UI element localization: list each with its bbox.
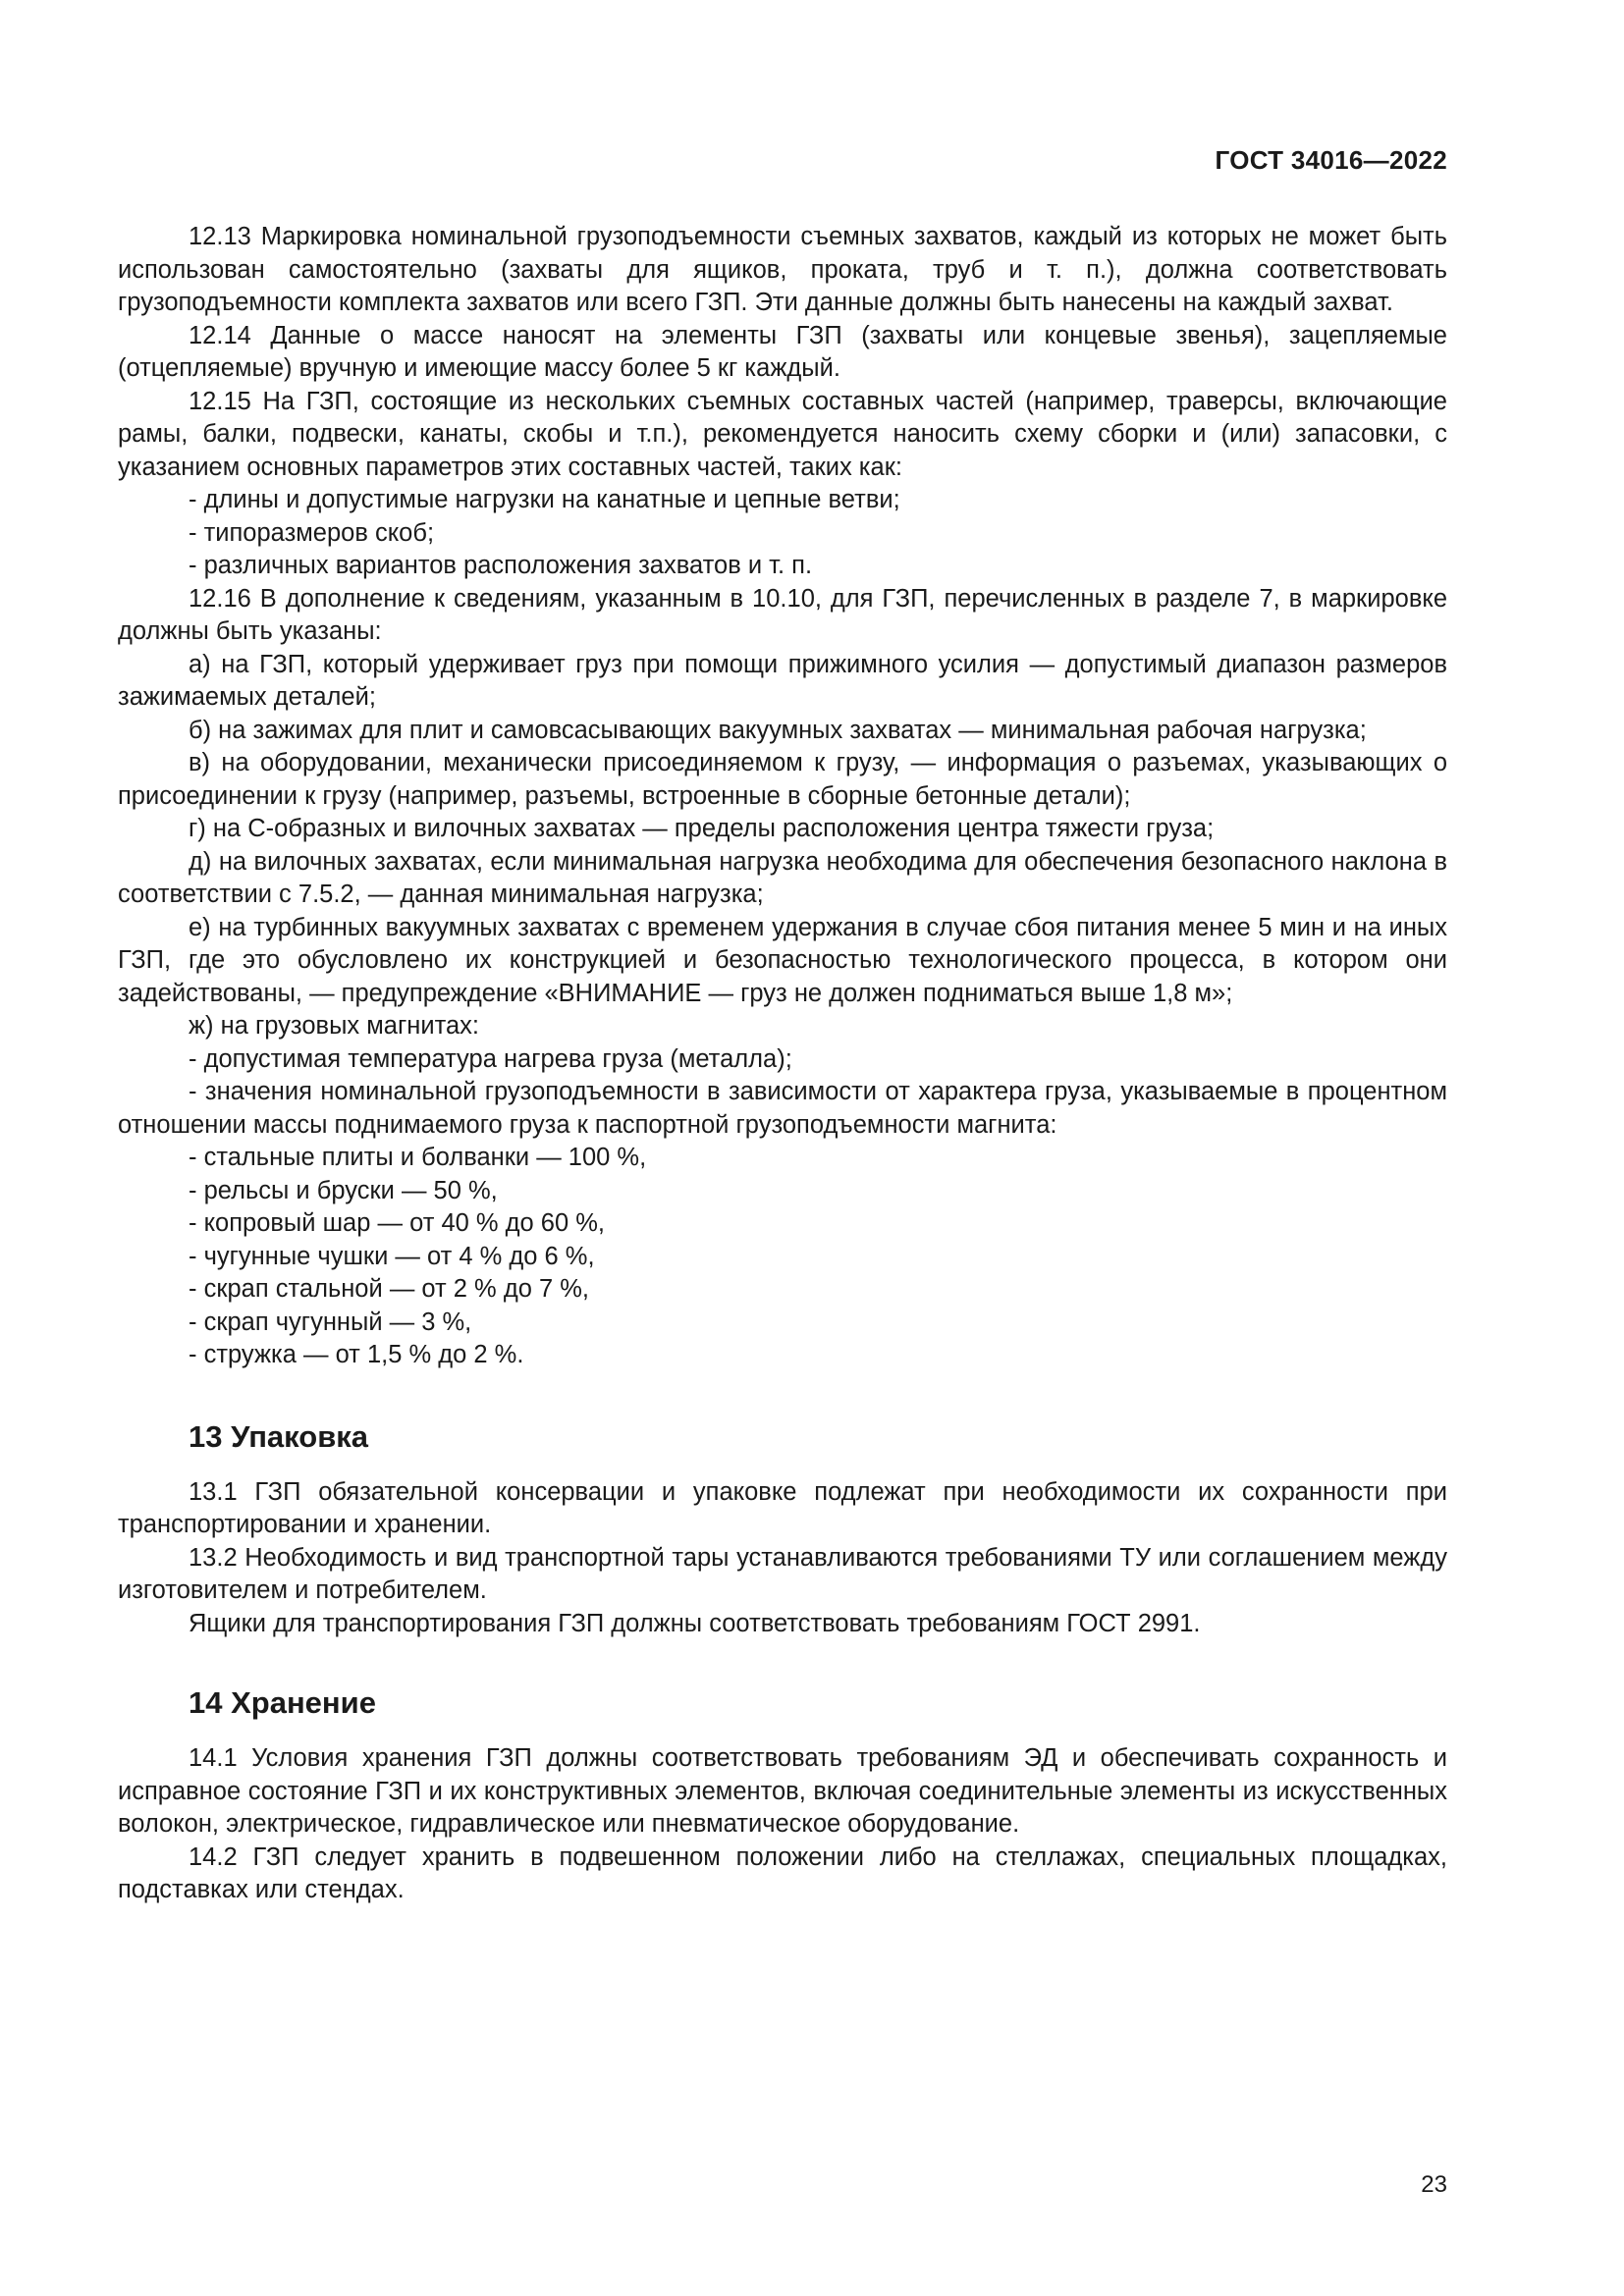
list-item: а) на ГЗП, который удерживает груз при помощи прижимного усилия — допустимый диапазон размеров зажимаемых деталей; — [118, 650, 1447, 711]
section-heading-14: 14 Хранение — [189, 1685, 376, 1720]
list-item: ж) на грузовых магнитах: — [189, 1012, 479, 1040]
paragraph-12-14: 12.14 Данные о массе наносят на элементы ГЗП (захваты или концевые звенья), зацепляемые (отцепляемые) вручную и имеющие массу более 5 кг каждый. — [118, 321, 1447, 382]
list-item: - значения номинальной грузоподъемности в зависимости от характера груза, указываемые в процентном отношении массы поднимаемого груза к паспортной грузоподъемности магнита: — [118, 1078, 1447, 1139]
paragraph-14-1: 14.1 Условия хранения ГЗП должны соответствовать требованиям ЭД и обеспечивать сохранность и исправное состояние ГЗП и их конструктивных элементов, включая соединительные элементы из искусственных волокон, электрическое, гидравлическое или пневматическое оборудование. — [118, 1744, 1447, 1838]
page-number: 23 — [1421, 2171, 1447, 2198]
list-item: - длины и допустимые нагрузки на канатные и цепные ветви; — [189, 486, 900, 513]
list-item: - копровый шар — от 40 % до 60 %, — [189, 1209, 606, 1237]
paragraph-13-1: 13.1 ГЗП обязательной консервации и упаковке подлежат при необходимости их сохранности при транспортировании и хранении. — [118, 1477, 1447, 1538]
paragraph-12-15: 12.15 На ГЗП, состоящие из нескольких съемных составных частей (например, траверсы, включающие рамы, балки, подвески, канаты, скобы и т.п.), рекомендуется наносить схему сборки и (или) запасовки, с указанием основных параметров этих составных частей, таких как: — [118, 387, 1447, 481]
list-item: - скрап стальной — от 2 % до 7 %, — [189, 1275, 589, 1303]
list-item: - различных вариантов расположения захватов и т. п. — [189, 552, 813, 579]
list-item: б) на зажимах для плит и самовсасывающих вакуумных захватах — минимальная рабочая нагрузка; — [189, 716, 1367, 744]
list-item: в) на оборудовании, механически присоединяемом к грузу, — информация о разъемах, указывающих о присоединении к грузу (например, разъемы, встроенные в сборные бетонные детали); — [118, 749, 1447, 810]
list-item: - допустимая температура нагрева груза (металла); — [189, 1044, 792, 1073]
section-heading-13: 13 Упаковка — [189, 1418, 369, 1454]
list-item: г) на С-образных и вилочных захватах — пределы расположения центра тяжести груза; — [189, 815, 1215, 842]
paragraph-12-16: 12.16 В дополнение к сведениям, указанным в 10.10, для ГЗП, перечисленных в разделе 7, в маркировке должны быть указаны: — [118, 584, 1447, 645]
paragraph-13-2: 13.2 Необходимость и вид транспортной тары устанавливаются требованиями ТУ или соглашением между изготовителем и потребителем. — [118, 1543, 1447, 1604]
list-item: д) на вилочных захватах, если минимальная нагрузка необходима для обеспечения безопасного наклона в соответствии с 7.5.2, — данная минимальная нагрузка; — [118, 847, 1447, 908]
document-standard-header: ГОСТ 34016—2022 — [1215, 145, 1447, 175]
list-item: - скрап чугунный — 3 %, — [189, 1308, 472, 1336]
paragraph-12-13: 12.13 Маркировка номинальной грузоподъемности съемных захватов, каждый из которых не может быть использован самостоятельно (захваты для ящиков, проката, труб и т. п.), должна соответствовать грузоподъемности комплекта захватов или всего ГЗП. Эти данные должны быть нанесены на каждый захват. — [118, 223, 1447, 316]
list-item: - стальные плиты и болванки — 100 %, — [189, 1144, 647, 1171]
list-item: - рельсы и бруски — 50 %, — [189, 1176, 498, 1204]
list-item: - чугунные чушки — от 4 % до 6 %, — [189, 1242, 595, 1270]
list-item: - типоразмеров скоб; — [189, 518, 435, 547]
paragraph-14-2: 14.2 ГЗП следует хранить в подвешенном положении либо на стеллажах, специальных площадках, подставках или стендах. — [118, 1842, 1447, 1903]
document-body — [118, 221, 1447, 1907]
list-item: е) на турбинных вакуумных захватах с временем удержания в случае сбоя питания менее 5 мин и на иных ГЗП, где это обусловлено их конструкцией и безопасностью технологического процесса, в котором они задействованы, — предупреждение «ВНИМАНИЕ — груз не должен подниматься выше 1,8 м»; — [118, 913, 1447, 1007]
list-item: - стружка — от 1,5 % до 2 %. — [189, 1341, 524, 1368]
paragraph-13-2-boxes: Ящики для транспортирования ГЗП должны соответствовать требованиям ГОСТ 2991. — [189, 1609, 1201, 1637]
